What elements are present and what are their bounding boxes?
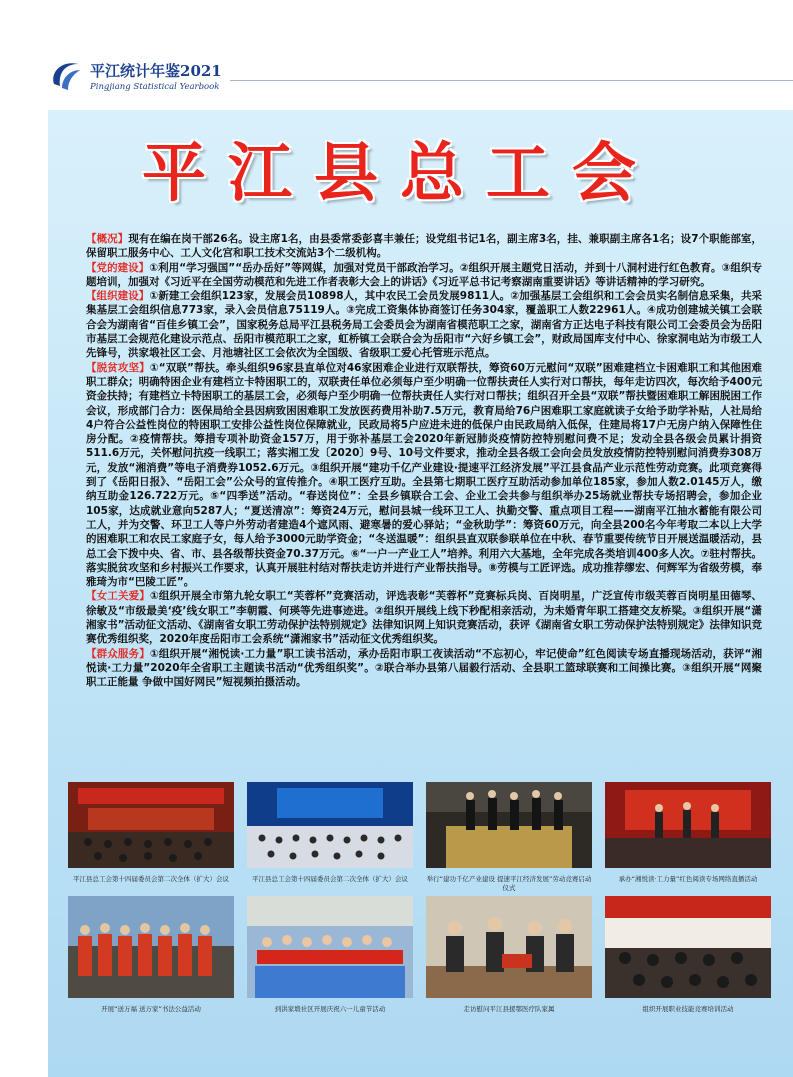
yearbook-logo-icon	[48, 58, 82, 92]
section-tag: 【概况】	[86, 233, 129, 245]
photo-meeting-hall-blue	[247, 782, 413, 868]
section-text: ①组织开展“湘悦读·工力量”职工读书活动，承办岳阳市职工夜读活动“不忘初心，牢记使命”红色阅读专场直播现场活动，获评“湘悦读·工力量”2020年全省职工主题读书活动“优秀组织奖”。②联合举办县第八届毅行活动、全县职工篮球联赛和工间操比赛。③组织开展“网聚职工正能量 争做中国好网民”短视频拍摄活动。	[86, 647, 762, 689]
photo-caption: 开展“送万福 送万家”书法公益活动	[101, 1005, 201, 1013]
photo-caption: 组织开展职业技能竞赛培训活动	[642, 1005, 734, 1013]
page-header	[0, 0, 793, 100]
photo-card	[68, 782, 234, 884]
page-banner-title: 平江县总工会	[142, 136, 658, 211]
section-tag: 【组织建设】	[86, 290, 150, 303]
article-body	[86, 232, 762, 690]
section-organization	[86, 289, 762, 360]
photo-calligraphy-group	[68, 896, 234, 998]
photo-card	[68, 896, 234, 1014]
photo-caption: 平江县总工会第十四届委员会第二次全体（扩大）会议	[252, 875, 408, 883]
section-text: ①组织开展全市第九轮女职工“芙蓉杯”竞赛活动，评选表彰“芙蓉杯”竞赛标兵岗、百岗明星，广泛宣传市级芙蓉百岗明星田德琴、徐敏及“市级最美‘疫’线女职工”李朝霞、何瑛等先进事迹进。②组织开展线上线下秒配相亲活动，为未婚青年职工搭建交友桥梁。③组织开展“潇湘家书”活动征文活动、《湖南省女职工劳动保护法特别规定》法律知识网上知识竞赛活动，获评《湖南省女职工劳动保护法特别规定》法律知识竞赛优秀组织奖，2020年度岳阳市工会系统“潇湘家书”活动征文优秀组织奖。	[86, 590, 762, 646]
photo-caption: 走访慰问平江县援鄂医疗队家属	[463, 1005, 555, 1013]
photo-ceremony-stage	[426, 782, 592, 868]
header-divider	[230, 80, 793, 81]
photo-caption: 到洪家塅社区开展庆祝六一儿童节活动	[274, 1005, 386, 1013]
photo-reading-stage	[605, 782, 771, 868]
section-overview	[86, 232, 762, 261]
section-party	[86, 261, 762, 290]
photo-childrens-day	[247, 896, 413, 998]
photo-card	[247, 782, 413, 884]
section-text: ①新建工会组织123家，发展会员10898人，其中农民工会员发展9811人。②加强基层工会组织和工会会员实名制信息采集，共采集基层工会组织信息773家，录入会员信息75119人。③完成工资集体协商签订任务304家，覆盖职工人数22961人。④成功创建城关镇工会联合会为湖南省“百佳乡镇工会”，国家税务总局平江县税务局工会委员会为湖南省模范职工之家，湖南省方正达电子科技有限公司工会委员会为岳阳市基层工会规范化建设示范点、岳阳市模范职工之家，虹桥镇工会联合会为岳阳市“六好乡镇工会”，财政局国库支付中心、徐家洞电站为市级工人先锋号，洪家塅社区工会、月池塘社区工会依次为全国级、省级职工爱心托管班示范点。	[86, 290, 763, 360]
section-tag: 【女工关爱】	[86, 590, 150, 603]
section-tag: 【脱贫攻坚】	[86, 361, 150, 374]
photo-card	[605, 782, 771, 884]
photo-caption: 举行“建功千亿产业建设 提速平江经济发展”劳动竞赛启动仪式	[426, 875, 592, 892]
section-tag: 【党的建设】	[86, 261, 150, 274]
photo-training-class	[605, 896, 771, 998]
section-tag: 【群众服务】	[86, 647, 150, 660]
section-text: ①利用“学习强国”“岳办岳好”等网媒，加强对党员干部政治学习。②组织开展主题党日活动，并到十八洞村进行红色教育。③组织专题培训，加强对《习近平在全国劳动模范和先进工作者表彰大会上的讲话》《习近平总书记考察湖南重要讲话》等讲话精神的学习研究。	[86, 261, 763, 288]
photo-caption: 平江县总工会第十四届委员会第二次全体（扩大）会议	[73, 875, 229, 883]
section-poverty	[86, 361, 762, 590]
photo-card	[426, 782, 592, 893]
section-text: ①“双联”帮扶。牵头组织96家县直单位对46家困难企业进行双联帮扶，筹资60万元慰问“双联”困难建档立卡困难职工和其他困难职工群众；明确特困企业有建档立卡特困职工的，双联责任单位必须每户至少明确一位帮扶责任人实行对口帮扶，每年走访四次，每次给予400元资金扶持；有建档立卡特困职工的基层工会，必须每户至少明确一位帮扶责任人实行对口帮扶；组织召开全县“双联”帮扶暨困难职工解困脱困工作会议，形成部门合力：医保局给全县因病致困困难职工发放医药费用补助7.5万元，教育局给76户困难职工家庭就读子女给予助学补贴，人社局给4户符合公益性岗位的特困职工安排公益性岗位保障就业，民政局将5户应进未进的低保户由民政局纳入低保，住建局将17户无房户纳入保障性住房分配。②疫情帮扶。筹措专项补助资金157万，用于弥补基层工会2020年新冠肺炎疫情防控特别慰问费不足；发动全县各级会员累计捐资511.6万元，关怀慰问抗疫一线职工；落实湘工发〔2020〕9号、10号文件要求，推动全县各级工会向会员发放疫情防控特别慰问消费券308万元，发放“湘消费”等电子消费券1052.6万元。③组织开展“建功千亿产业建设·提速平江经济发展”平江县食品产业示范性劳动竞赛。此项竞赛得到了《岳阳日报》、“岳阳工会”公众号的宣传推介。④职工医疗互助。全县第七期职工医疗互助活动参加单位185家，参加人数2.0145万人，缴纳互助金126.722万元。⑤“四季送”活动。“春送岗位”：全县乡镇联合工会、企业工会共参与组织举办25场就业帮扶专场招聘会，参加企业105家，达成就业意向5287人；“夏送清凉”：筹资24万元，慰问县城一线环卫工人、执勤交警、重点项目工程——湖南平江抽水蓄能有限公司工人，并为交警、环卫工人等户外劳动者建造4个遮风雨、避寒暑的爱心驿站；“金秋助学”：筹资60万元，向全县200名今年考取二本以上大学的困难职工和农民工家庭子女，每人给予3000元助学资金；“冬送温暖”：组织县直双联参联单位在中秋、春节重要传统节日开展送温暖活动，县总工会下拨中央、省、市、县各级帮扶资金70.37万元。⑥“一户一产业工人”培养。利用六大基地，全年完成各类培训400多人次。⑦驻村帮扶。落实脱贫攻坚和乡村振兴工作要求，认真开展驻村结对帮扶走访并进行产业帮扶指导。⑧劳模与工匠评选。成功推荐缪宏、何辉军为省级劳模，奉雅琦为市“巴陵工匠”。	[86, 361, 763, 589]
yearbook-subtitle: Pingjiang Statistical Yearbook	[90, 82, 220, 92]
photo-card	[605, 896, 771, 1014]
photo-meeting-hall-red	[68, 782, 234, 868]
photo-card	[247, 896, 413, 1014]
photo-card	[426, 896, 592, 1014]
section-women	[86, 589, 762, 646]
section-text: 现有在编在岗干部26名。设主席1名，由县委常委彭喜丰兼任；设党组书记1名，副主席3名，挂、兼职副主席各1名；设7个职能部室，保留职工服务中心、工人文化宫和职工技术交流站3个二级机构。	[86, 233, 763, 260]
section-service	[86, 647, 762, 690]
yearbook-title: 平江统计年鉴2021	[90, 62, 222, 80]
photo-caption: 承办“湘悦读·工力量”红色阅读专场网络直播活动	[618, 875, 758, 883]
photo-family-visit	[426, 896, 592, 998]
